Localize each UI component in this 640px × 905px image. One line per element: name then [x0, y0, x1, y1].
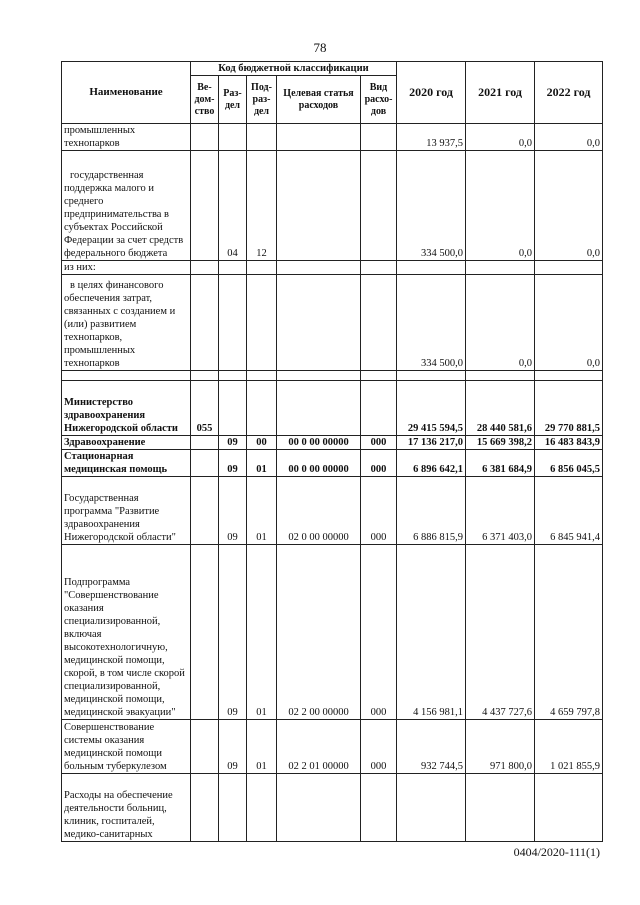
row-razdel: [219, 275, 247, 371]
row-tselevaya-statya: 00 0 00 00000: [277, 436, 361, 450]
row-tselevaya-statya: [277, 381, 361, 436]
row-vedomstvo: [191, 720, 219, 774]
row-tselevaya-statya: 00 0 00 00000: [277, 450, 361, 477]
row-name: Расходы на обеспечение деятельности больниц, клиник, госпиталей, медико-санитарных: [62, 774, 191, 842]
row-podrazdel: 12: [247, 151, 277, 261]
header-name: Наименование: [62, 62, 191, 124]
row-vid-raskhodov: 000: [361, 545, 397, 720]
row-amount-2022: 16 483 843,9: [535, 436, 603, 450]
row-amount-2021: [466, 371, 535, 381]
row-amount-2020: 17 136 217,0: [397, 436, 466, 450]
header-razdel: Раз-дел: [219, 76, 247, 124]
row-amount-2021: 0,0: [466, 151, 535, 261]
row-name: государственная поддержка малого и среднего предпринимательства в субъектах Российской Федерации за счет средств федерального бюджета: [62, 151, 191, 261]
table-row: [62, 720, 603, 774]
header-podrazdel: Под-раз-дел: [247, 76, 277, 124]
row-vedomstvo: [191, 124, 219, 151]
row-name: Подпрограмма "Совершенствование оказания специализированной, включая высокотехнологичную, медицинской помощи, скорой, в том числе скорой специализированной, медицинской помощи, медицинской эвакуации": [62, 545, 191, 720]
row-razdel: 09: [219, 545, 247, 720]
row-razdel: [219, 371, 247, 381]
row-amount-2022: 4 659 797,8: [535, 545, 603, 720]
row-vedomstvo: [191, 774, 219, 842]
row-podrazdel: 01: [247, 720, 277, 774]
row-amount-2022: 0,0: [535, 151, 603, 261]
table-row: [62, 450, 603, 477]
row-name: Совершенствование системы оказания медицинской помощи больным туберкулезом: [62, 720, 191, 774]
row-tselevaya-statya: [277, 124, 361, 151]
document-code: 0404/2020-111(1): [513, 845, 600, 859]
row-amount-2021: 15 669 398,2: [466, 436, 535, 450]
row-vid-raskhodov: [361, 275, 397, 371]
table-row: [62, 381, 603, 436]
page-number: 78: [313, 40, 327, 55]
row-name: [62, 371, 191, 381]
row-amount-2022: 6 856 045,5: [535, 450, 603, 477]
row-amount-2022: 29 770 881,5: [535, 381, 603, 436]
row-podrazdel: 00: [247, 436, 277, 450]
row-tselevaya-statya: 02 2 00 00000: [277, 545, 361, 720]
row-vedomstvo: [191, 545, 219, 720]
row-amount-2022: [535, 261, 603, 275]
row-amount-2021: 4 437 727,6: [466, 545, 535, 720]
row-vid-raskhodov: [361, 371, 397, 381]
row-vedomstvo: [191, 436, 219, 450]
row-razdel: 09: [219, 450, 247, 477]
table-row: [62, 477, 603, 545]
row-amount-2021: 6 381 684,9: [466, 450, 535, 477]
row-podrazdel: [247, 261, 277, 275]
row-podrazdel: 01: [247, 545, 277, 720]
row-amount-2020: [397, 774, 466, 842]
row-vid-raskhodov: [361, 381, 397, 436]
row-vid-raskhodov: 000: [361, 436, 397, 450]
row-tselevaya-statya: [277, 151, 361, 261]
row-tselevaya-statya: 02 0 00 00000: [277, 477, 361, 545]
row-amount-2020: 334 500,0: [397, 275, 466, 371]
row-tselevaya-statya: [277, 774, 361, 842]
row-amount-2021: [466, 774, 535, 842]
row-vedomstvo: [191, 371, 219, 381]
row-amount-2020: 334 500,0: [397, 151, 466, 261]
row-razdel: 09: [219, 477, 247, 545]
table-row: [62, 436, 603, 450]
row-vid-raskhodov: [361, 151, 397, 261]
row-name: промышленных технопарков: [62, 124, 191, 151]
row-amount-2022: 0,0: [535, 124, 603, 151]
row-amount-2021: 28 440 581,6: [466, 381, 535, 436]
row-vid-raskhodov: [361, 261, 397, 275]
header-classification-group: Код бюджетной классификации: [191, 62, 397, 76]
row-amount-2022: [535, 371, 603, 381]
row-podrazdel: [247, 381, 277, 436]
row-amount-2022: [535, 774, 603, 842]
row-vid-raskhodov: 000: [361, 720, 397, 774]
row-amount-2020: 4 156 981,1: [397, 545, 466, 720]
row-podrazdel: [247, 371, 277, 381]
row-amount-2020: 932 744,5: [397, 720, 466, 774]
row-vid-raskhodov: [361, 124, 397, 151]
table-row: [62, 151, 603, 261]
row-tselevaya-statya: 02 2 01 00000: [277, 720, 361, 774]
header-tselevaya-statya: Целевая статья расходов: [277, 76, 361, 124]
row-podrazdel: 01: [247, 450, 277, 477]
row-tselevaya-statya: [277, 261, 361, 275]
row-razdel: [219, 261, 247, 275]
row-name: Стационарная медицинская помощь: [62, 450, 191, 477]
table-row: [62, 774, 603, 842]
row-razdel: [219, 774, 247, 842]
row-name: из них:: [62, 261, 191, 275]
row-amount-2022: 0,0: [535, 275, 603, 371]
row-amount-2020: [397, 371, 466, 381]
row-amount-2020: 6 886 815,9: [397, 477, 466, 545]
table-row: [62, 275, 603, 371]
row-amount-2020: [397, 261, 466, 275]
header-year-2022: 2022 год: [535, 62, 603, 124]
row-podrazdel: 01: [247, 477, 277, 545]
row-amount-2022: 6 845 941,4: [535, 477, 603, 545]
row-vid-raskhodov: [361, 774, 397, 842]
row-razdel: 09: [219, 436, 247, 450]
row-podrazdel: [247, 124, 277, 151]
row-amount-2020: 13 937,5: [397, 124, 466, 151]
row-vedomstvo: [191, 151, 219, 261]
row-podrazdel: [247, 275, 277, 371]
row-vedomstvo: [191, 261, 219, 275]
row-amount-2021: 971 800,0: [466, 720, 535, 774]
row-vedomstvo: [191, 275, 219, 371]
row-podrazdel: [247, 774, 277, 842]
row-name: Здравоохранение: [62, 436, 191, 450]
row-amount-2021: 6 371 403,0: [466, 477, 535, 545]
table-row: [62, 371, 603, 381]
row-name: в целях финансового обеспечения затрат, связанных с созданием и (или) развитием технопарков, промышленных технопарков: [62, 275, 191, 371]
table-row: [62, 545, 603, 720]
row-amount-2020: 6 896 642,1: [397, 450, 466, 477]
row-amount-2021: 0,0: [466, 124, 535, 151]
row-razdel: [219, 124, 247, 151]
header-year-2021: 2021 год: [466, 62, 535, 124]
row-vedomstvo: [191, 450, 219, 477]
table-row: [62, 124, 603, 151]
header-vid-raskhodov: Вид расхо-дов: [361, 76, 397, 124]
row-amount-2022: 1 021 855,9: [535, 720, 603, 774]
row-tselevaya-statya: [277, 371, 361, 381]
row-amount-2020: 29 415 594,5: [397, 381, 466, 436]
row-tselevaya-statya: [277, 275, 361, 371]
row-vedomstvo: [191, 477, 219, 545]
header-year-2020: 2020 год: [397, 62, 466, 124]
table-row: [62, 261, 603, 275]
row-name: Государственная программа "Развитие здравоохранения Нижегородской области": [62, 477, 191, 545]
row-vid-raskhodov: 000: [361, 477, 397, 545]
row-razdel: 09: [219, 720, 247, 774]
row-vedomstvo: 055: [191, 381, 219, 436]
row-vid-raskhodov: 000: [361, 450, 397, 477]
row-razdel: [219, 381, 247, 436]
row-amount-2021: 0,0: [466, 275, 535, 371]
row-amount-2021: [466, 261, 535, 275]
row-name: Министерство здравоохранения Нижегородской области: [62, 381, 191, 436]
header-vedomstvo: Ве-дом-ство: [191, 76, 219, 124]
budget-table: [61, 61, 603, 842]
row-razdel: 04: [219, 151, 247, 261]
